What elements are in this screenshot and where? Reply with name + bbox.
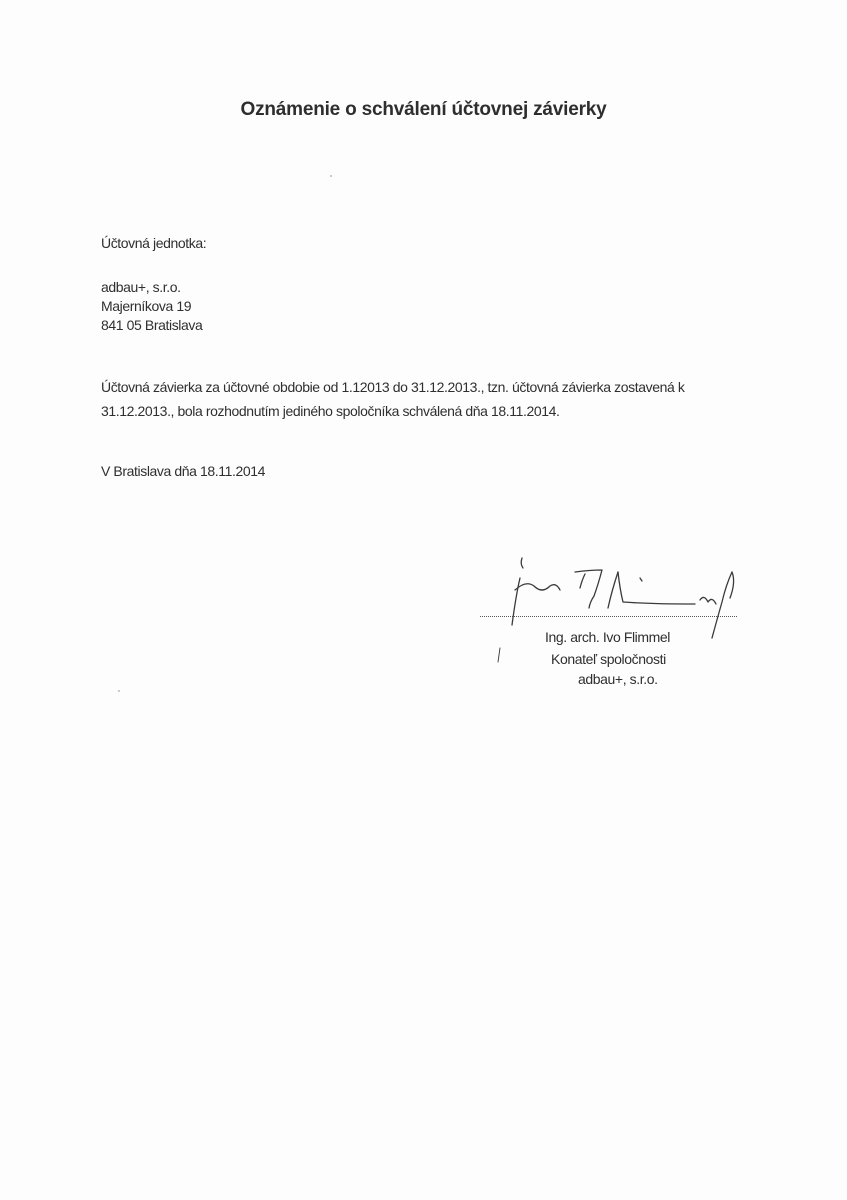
entity-city: 841 05 Bratislava <box>101 317 203 333</box>
scan-speck <box>118 690 120 692</box>
signatory-name: Ing. arch. Ivo Flimmel <box>545 629 671 645</box>
entity-name: adbau+, s.r.o. <box>101 279 181 295</box>
statement-line-2: 31.12.2013., bola rozhodnutím jediného spoločníka schválená dňa 18.11.2014. <box>101 403 560 419</box>
scan-speck <box>330 175 332 177</box>
entity-label: Účtovná jednotka: <box>101 235 207 251</box>
document-title: Oznámenie o schválení účtovnej závierky <box>240 99 607 120</box>
place-and-date: V Bratislava dňa 18.11.2014 <box>101 463 266 479</box>
signatory-role: Konateľ spoločnosti <box>551 651 666 667</box>
signatory-company: adbau+, s.r.o. <box>578 671 658 687</box>
entity-street: Majerníkova 19 <box>101 298 192 314</box>
statement-line-1: Účtovná závierka za účtovné obdobie od 1.12013 do 31.12.2013., tzn. účtovná závierka zostavená k <box>101 379 685 395</box>
